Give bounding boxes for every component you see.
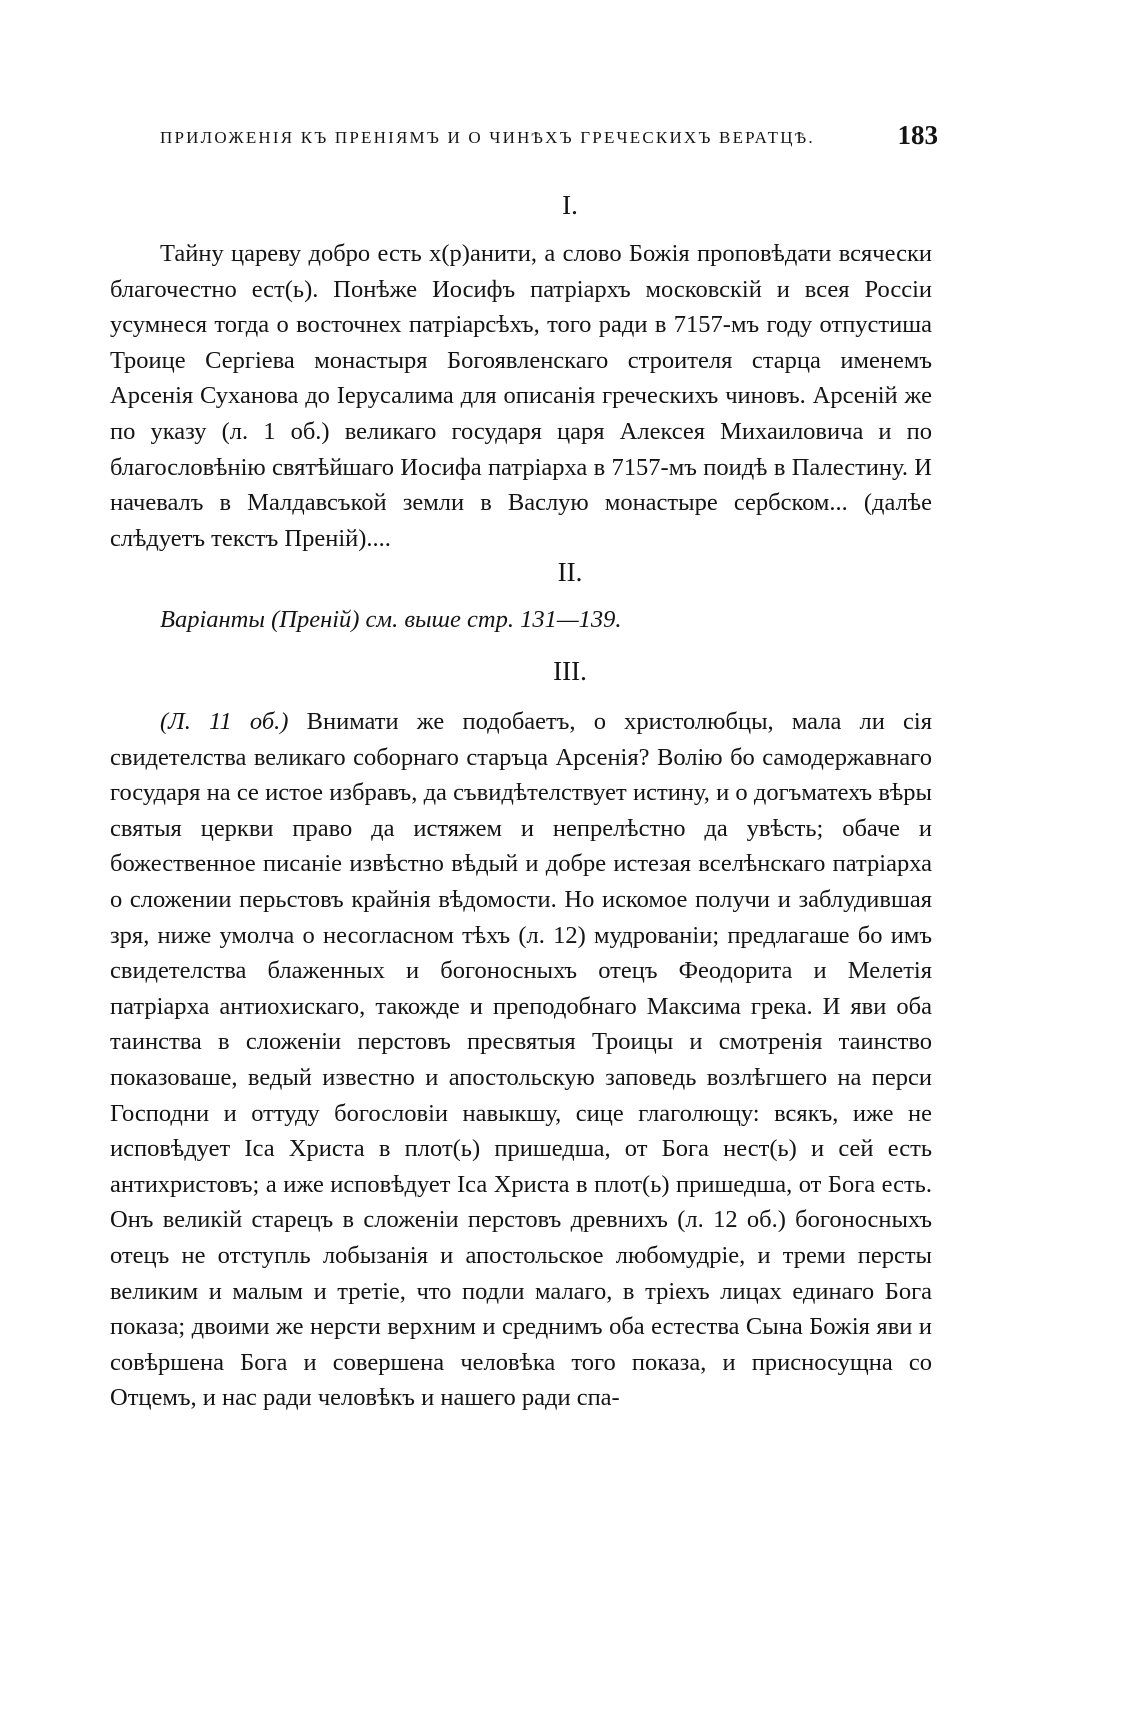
section-numeral-2: II. <box>557 557 583 587</box>
folio-reference: (Л. 11 об.) <box>160 708 289 735</box>
section-2-text: Варіанты (Преній) см. выше стр. 131—139. <box>160 606 622 633</box>
section-numeral-3: III. <box>553 656 587 686</box>
section-3-text: Внимати же подобаетъ, о христолюбцы, мала ли сія свидетелства великаго соборнаго старъца Арсенія? Волію бо самодержавнаго государя на се истое избравъ, да съвидѣтелствует истину, и о догъматехъ вѣры святыя церкви право да истяжем и непрелѣстно да увѣсть; обаче и божественное писаніе извѣстно вѣдый и добре истезая вселѣнскаго патріарха о сложении перьстовъ крайнія вѣдомости. Но искомое получи и заблудившая зря, ниже умолча о несогласном тѣхъ (л. 12) мудрованіи; предлагаше бо имъ свидетелства блаженных и богоносныхъ отецъ Феодорита и Мелетія патріарха антиохискаго, такожде и преподобнаго Максима грека. И яви оба таинства в сложеніи перстовъ пресвятыя Троицы и смотренія таинство показоваше, ведый известно и апостольскую заповедь возлѣгшего на перси Господни и оттуду богословіи навыкшу, сице глаголющу: всякъ, иже не исповѣдует Іса Христа в плот(ь) пришедша, от Бога нест(ь) и сей есть антихристовъ; а иже исповѣдует Іса Христа в плот(ь) пришедша, от Бога есть. Онъ великій старецъ в сложеніи перстовъ древнихъ (л. 12 об.) богоносныхъ отецъ не отступль лобызанія и апостольское любомудріе, и треми персты великим и малым и третіе, что подли малаго, в тріехъ лицах единаго Бога показа; двоими же нерсти верхним и среднимъ оба естества Сына Божія яви и совѣршена Бога и совершена человѣка того показа, и присносущна со Отцемъ, и нас ради человѣкъ и нашего ради спа- <box>110 708 933 1412</box>
section-3-paragraph <box>110 704 932 1416</box>
running-head: ПРИЛОЖЕНІЯ КЪ ПРЕНІЯМЪ И О ЧИНѢХЪ ГРЕЧЕСКИХЪ ВЕРАТЦѢ. <box>160 128 815 147</box>
section-numeral-1: I. <box>562 190 578 220</box>
section-1-text: Тайну цареву добро есть х(р)анити, а слово Божія проповѣдати всячески благочестно ест(ь). Понѣже Иосифъ патріархъ московскій и всея Россіи усумнеся тогда о восточнех патріарсѣхъ, того ради в 7157-мъ году отпустиша Троице Сергіева монастыря Богоявленскаго строителя старца именемъ Арсенія Суханова до Іерусалима для описанія греческихъ чиновъ. Арсеній же по указу (л. 1 об.) великаго государя царя Алексея Михаиловича и по благословѣнію святѣйшаго Иосифа патріарха в 7157-мъ поидѣ в Палестину. И начевалъ в Малдавсъкой земли в Васлую монастыре сербском... (далѣе слѣдуетъ текстъ Преній).... <box>110 240 932 552</box>
page-header <box>148 120 938 160</box>
page-number: 183 <box>897 120 938 150</box>
